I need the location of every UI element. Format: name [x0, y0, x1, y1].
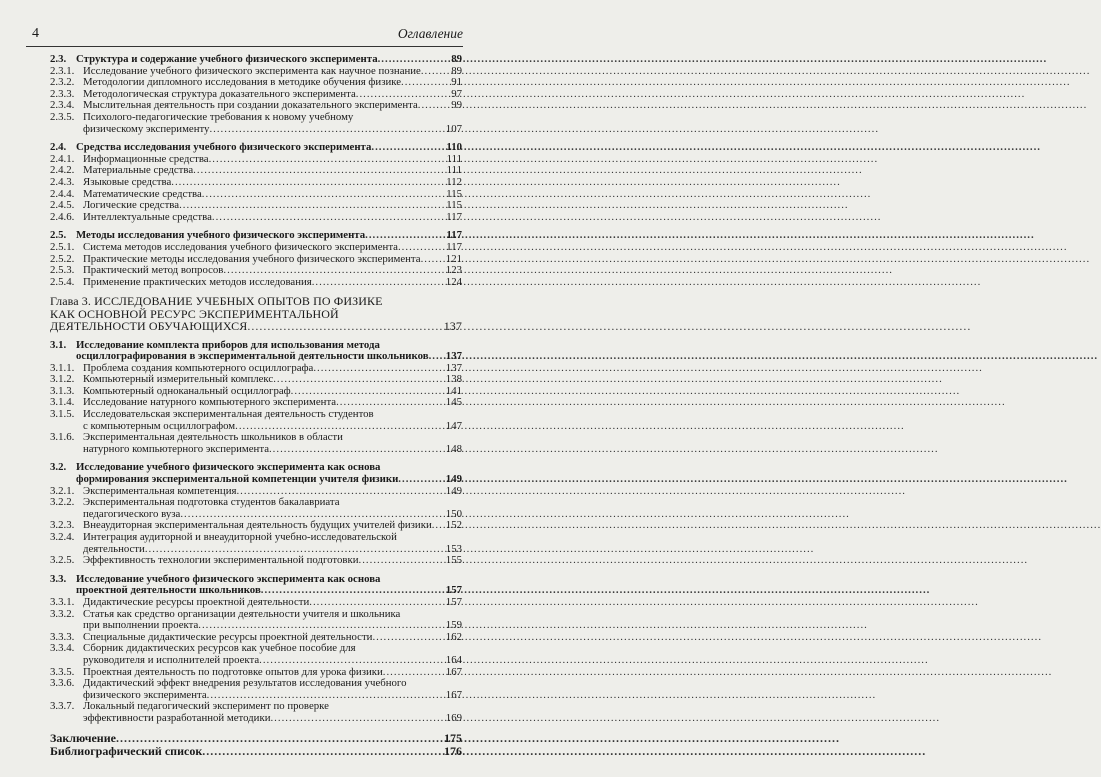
entry-title: осциллографирования в экспериментальной деятельности школьников	[76, 350, 429, 363]
entry-title: Исследование натурного компьютерного эксперимента	[83, 396, 337, 409]
entry-number: 3.1.3.	[50, 384, 75, 397]
toc-entry-row	[50, 112, 462, 124]
toc-entry-row	[50, 277, 462, 289]
entry-number: 3.2.3.	[50, 519, 75, 532]
back-matter	[50, 732, 462, 758]
entry-page: 121	[445, 252, 462, 265]
entry-title: Информационные средства	[83, 152, 209, 165]
entry-page: 152	[445, 519, 462, 532]
entry-page: 148	[445, 442, 462, 455]
page-number: 4	[32, 26, 39, 41]
entry-page: 111	[446, 152, 462, 165]
entry-page: 155	[445, 554, 462, 567]
entry-page: 112	[446, 175, 462, 188]
leader-dots	[270, 713, 444, 725]
leader-dots	[116, 732, 443, 745]
chapter-title: ДЕЯТЕЛЬНОСТИ ОБУЧАЮЩИХСЯ	[50, 319, 248, 334]
entry-number: 2.3.5.	[50, 110, 75, 123]
entry-title: Математические средства	[83, 187, 202, 200]
entry-page: 89	[451, 64, 462, 77]
back-matter-row	[50, 732, 462, 745]
running-header	[26, 24, 463, 47]
entry-title: Структура и содержание учебного физического эксперимента	[76, 53, 378, 65]
leader-dots	[259, 655, 445, 667]
entry-number: 2.5.2.	[50, 252, 75, 265]
entry-title: Эффективность технологии экспериментальной подготовки	[83, 554, 359, 567]
entry-page: 162	[445, 630, 462, 643]
toc-entry-row	[50, 200, 462, 212]
entry-title: Компьютерный одноканальный осциллограф	[83, 384, 291, 397]
entry-page: 107	[445, 122, 462, 135]
entry-page: 167	[445, 665, 462, 678]
entry-number: 2.4.2.	[50, 164, 75, 177]
chapter-title: Глава 3. ИССЛЕДОВАНИЕ УЧЕБНЫХ ОПЫТОВ ПО ФИЗИКЕ	[50, 294, 383, 309]
entry-title: Мыслительная деятельность при создании доказательного эксперимента	[83, 99, 418, 112]
toc-entry-row	[50, 655, 462, 667]
entry-title: Практические методы исследования учебного физического эксперимента	[83, 252, 421, 265]
entry-title: Компьютерный измерительный комплекс	[83, 373, 274, 386]
leader-dots	[209, 124, 444, 136]
entry-number: 2.5.	[50, 229, 67, 242]
entry-number: 3.3.5.	[50, 665, 75, 678]
entry-title: эффективности разработанной методики	[83, 711, 271, 724]
leader-dots	[309, 597, 445, 609]
entry-title: при выполнении проекта	[83, 619, 199, 632]
entry-title: деятельности	[83, 542, 145, 555]
entry-title: Методологии дипломного исследования в методике обучения физике	[83, 76, 402, 89]
entry-page: 149	[445, 484, 462, 497]
entry-page: 115	[446, 187, 462, 200]
entry-page: 115	[446, 199, 462, 212]
entry-title: Исследование учебного физического эксперимента как научное познание	[83, 64, 421, 77]
entry-page: 99	[451, 99, 462, 112]
toc-section-row	[50, 351, 462, 363]
toc-section-group	[50, 462, 462, 566]
entry-page: 157	[445, 584, 462, 597]
entry-title: Средства исследования учебного физического эксперимента	[76, 141, 372, 154]
entry-page: 147	[445, 419, 462, 432]
entry-number: 3.1.2.	[50, 373, 75, 386]
toc-section-group	[50, 142, 462, 223]
toc-section-row	[50, 142, 462, 154]
entry-title: формирования экспериментальной компетенции учителя физики	[76, 473, 399, 486]
entry-page: 169	[445, 711, 462, 724]
leader-dots	[202, 745, 443, 758]
entry-page: 149	[445, 473, 462, 486]
entry-page: 167	[445, 688, 462, 701]
toc-section-group	[50, 54, 462, 135]
entry-title: Применение практических методов исследования	[83, 275, 312, 288]
entry-page: 150	[445, 507, 462, 520]
entry-title: Экспериментальная подготовка студентов бакалавриата	[83, 496, 340, 509]
toc-entry-row	[50, 124, 462, 136]
toc-entry-row	[50, 409, 462, 421]
entry-number: 3.2.	[50, 461, 67, 474]
entry-page: 137	[445, 361, 462, 374]
chapter-title: КАК ОСНОВНОЙ РЕСУРС ЭКСПЕРИМЕНТАЛЬНОЙ	[50, 306, 339, 321]
entry-title: Интеграция аудиторной и внеаудиторной учебно-исследовательской	[83, 531, 397, 543]
toc-section-group	[50, 230, 462, 288]
toc-entry-row	[50, 620, 462, 632]
toc-entry-row	[50, 242, 462, 254]
entry-number: 3.3.6.	[50, 677, 75, 690]
toc-section-group	[50, 340, 462, 456]
entry-number: 2.3.2.	[50, 76, 75, 89]
entry-number: 2.4.6.	[50, 210, 75, 223]
toc-section-row	[50, 474, 462, 486]
toc-entry-row	[50, 713, 462, 725]
table-of-contents	[50, 54, 462, 758]
entry-title: Материальные средства	[83, 164, 194, 177]
entry-number: 3.1.	[50, 338, 67, 351]
entry-number: 2.3.4.	[50, 99, 75, 112]
entry-page: 157	[445, 595, 462, 608]
entry-title: проектной деятельности школьников	[76, 584, 261, 597]
entry-title: Внеаудиторная экспериментальная деятельность будущих учителей физики	[83, 519, 432, 532]
leader-dots	[171, 177, 445, 189]
leader-dots	[359, 555, 445, 567]
entry-title: педагогического вуза	[83, 507, 181, 520]
entry-title: Локальный педагогический эксперимент по проверке	[83, 700, 329, 713]
toc-entry-row	[50, 212, 462, 224]
entry-title: Статья как средство организации деятельности учителя и школьника	[83, 607, 401, 620]
entry-number: 3.3.1.	[50, 595, 75, 608]
entry-number: 2.4.4.	[50, 187, 75, 200]
entry-number: 3.1.6.	[50, 431, 75, 444]
entry-title: Психолого-педагогические требования к новому учебному	[83, 110, 354, 123]
entry-page: 124	[445, 275, 462, 288]
entry-page: 176	[444, 743, 462, 758]
chapter-title-row	[50, 320, 462, 332]
toc-entry-row	[50, 555, 462, 567]
entry-number: 3.3.	[50, 572, 67, 585]
entry-number: 3.2.1.	[50, 484, 75, 497]
entry-title: Интеллектуальные средства	[83, 210, 212, 223]
entry-number: 2.5.1.	[50, 240, 75, 253]
toc-section-row	[50, 54, 462, 66]
leader-dots	[418, 100, 450, 112]
entry-title: Заключение	[50, 730, 116, 745]
entry-title: Специальные дидактические ресурсы проектной деятельности	[83, 630, 373, 643]
entry-title: Экспериментальная компетенция	[83, 484, 237, 497]
entry-page: 175	[444, 730, 462, 745]
leader-dots	[198, 620, 445, 632]
entry-title: физическому эксперименту	[83, 122, 210, 135]
entry-number: 3.2.4.	[50, 531, 75, 543]
toc-entry-row	[50, 265, 462, 277]
entry-number: 2.4.5.	[50, 199, 75, 212]
entry-title: Языковые средства	[83, 175, 172, 188]
entry-number: 3.3.2.	[50, 607, 75, 620]
toc-entry-row	[50, 597, 462, 609]
chapter-heading	[50, 295, 462, 332]
entry-page: 153	[445, 542, 462, 555]
entry-page: 117	[446, 229, 462, 242]
entry-number: 3.3.3.	[50, 630, 75, 643]
leader-dots	[378, 54, 451, 66]
entry-page: 117	[446, 210, 462, 223]
entry-number: 2.5.3.	[50, 264, 75, 277]
entry-title: Логические средства	[83, 199, 180, 212]
book-page	[0, 0, 489, 777]
entry-number: 2.3.	[50, 53, 67, 65]
entry-page: 89	[451, 53, 462, 65]
entry-title: Дидактические ресурсы проектной деятельности	[83, 595, 310, 608]
entry-page: 110	[446, 141, 462, 154]
entry-page: 164	[445, 653, 462, 666]
leader-dots	[371, 142, 445, 154]
entry-title: Исследование учебного физического эксперимента как основа	[76, 461, 381, 474]
entry-page: 111	[446, 164, 462, 177]
entry-number: 3.2.5.	[50, 554, 75, 567]
entry-number: 2.3.3.	[50, 87, 75, 100]
entry-page: 137	[445, 350, 462, 363]
entry-title: Библиографический список	[50, 743, 203, 758]
entry-title: Исследование комплекта приборов для использования метода	[76, 338, 380, 351]
leader-dots	[247, 320, 442, 332]
toc-entry-row	[50, 444, 462, 456]
entry-title: Методологическая структура доказательного эксперимента	[83, 87, 356, 100]
entry-number: 2.4.1.	[50, 152, 75, 165]
entry-number: 3.1.5.	[50, 408, 75, 421]
entry-number: 2.4.	[50, 141, 67, 154]
entry-page: 141	[445, 384, 462, 397]
leader-dots	[179, 200, 445, 212]
leader-dots	[398, 242, 445, 254]
leader-dots	[398, 474, 445, 486]
running-title: Оглавление	[397, 26, 463, 41]
entry-number: 3.2.2.	[50, 496, 75, 509]
entry-title: Практический метод вопросов	[83, 264, 224, 277]
entry-title: Исследование учебного физического эксперимента как основа	[76, 572, 381, 585]
back-matter-row	[50, 745, 462, 758]
entry-title: Система методов исследования учебного физического эксперимента	[83, 240, 398, 253]
toc-section-group	[50, 574, 462, 725]
entry-page: 97	[451, 87, 462, 100]
entry-title: Проблема создания компьютерного осциллографа	[83, 361, 314, 374]
entry-title: Исследовательская экспериментальная деятельность студентов	[83, 408, 374, 421]
leader-dots	[269, 444, 445, 456]
entry-page: 123	[445, 264, 462, 277]
entry-title: Экспериментальная деятельность школьников в области	[83, 431, 343, 444]
toc-entry-row	[50, 177, 462, 189]
entry-number: 3.3.4.	[50, 642, 75, 655]
entry-page: 117	[446, 240, 462, 253]
leader-dots	[432, 520, 445, 532]
entry-title: руководителя и исполнителей проекта	[83, 653, 260, 666]
entry-number: 3.3.7.	[50, 700, 75, 713]
toc-entry-row	[50, 678, 462, 690]
entry-number: 2.3.1.	[50, 64, 75, 77]
leader-dots	[212, 212, 445, 224]
entry-number: 3.1.1.	[50, 361, 75, 374]
entry-title: натурного компьютерного эксперимента	[83, 442, 269, 455]
entry-title: физического эксперимента	[83, 688, 207, 701]
entry-page: 159	[445, 619, 462, 632]
entry-title: Методы исследования учебного физического эксперимента	[76, 229, 366, 242]
leader-dots	[312, 277, 445, 289]
entry-title: Дидактический эффект внедрения результатов исследования учебного	[83, 677, 407, 690]
entry-page: 145	[445, 396, 462, 409]
leader-dots	[372, 632, 444, 644]
entry-number: 2.5.4.	[50, 275, 75, 288]
leader-dots	[429, 351, 445, 363]
leader-dots	[223, 265, 444, 277]
entry-number: 2.4.3.	[50, 175, 75, 188]
chapter-page: 137	[443, 319, 462, 334]
entry-title: Сборник дидактических ресурсов как учебное пособие для	[83, 642, 356, 655]
entry-page: 138	[445, 373, 462, 386]
entry-title: с компьютерным осциллографом	[83, 419, 236, 432]
entry-title: Проектная деятельность по подготовке опытов для урока физики	[83, 665, 383, 678]
entry-page: 91	[451, 76, 462, 89]
toc-entry-row	[50, 532, 462, 544]
entry-number: 3.1.4.	[50, 396, 75, 409]
